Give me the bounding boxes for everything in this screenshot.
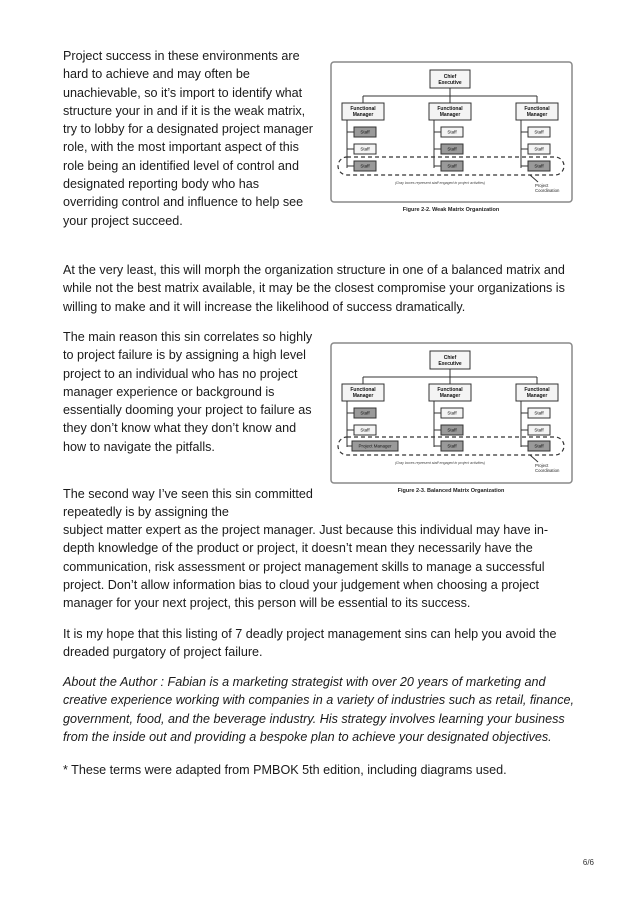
paragraph-hope: It is my hope that this listing of 7 deadly project management sins can help you avoid the dreaded purgatory of project failure. bbox=[63, 627, 557, 660]
paragraph-balanced-matrix: At the very least, this will morph the organization structure in one of a balanced matrix and while not the best matrix available, it may be the closest compromise your organizations is willing to make and it will increase the likelihood of success dramatically. bbox=[63, 263, 565, 314]
diagram-label: Staff bbox=[534, 410, 544, 416]
diagram-label: Staff bbox=[447, 146, 457, 152]
diagram-label: Project Manager bbox=[358, 443, 392, 449]
diagram-label: Staff bbox=[534, 163, 544, 169]
diagram-label: Coordination bbox=[535, 188, 560, 193]
diagram-label: Staff bbox=[447, 410, 457, 416]
diagram-label: Staff bbox=[360, 129, 370, 135]
diagram-label: Manager bbox=[526, 112, 548, 118]
paragraph-main-reason: The main reason this sin correlates so highly to project failure is by assigning a high level project to an individual who has no project manager experience or background is essentially dooming your project to failure as they don’t know what they don’t know and how to navigate the pitfalls. bbox=[63, 330, 313, 454]
diagram-label: Staff bbox=[447, 129, 457, 135]
page-number: 6/6 bbox=[582, 858, 594, 867]
diagram-label: Staff bbox=[534, 146, 544, 152]
diagram-label: Functional bbox=[437, 387, 463, 393]
weak-matrix-note: (Gray boxes represent staff engaged in project activities) bbox=[394, 181, 486, 185]
diagram-label: Functional bbox=[524, 387, 550, 393]
weak-matrix-caption: Figure 2-2. Weak Matrix Organization bbox=[402, 207, 500, 213]
diagram-label: Staff bbox=[534, 443, 544, 449]
diagram-label: Project bbox=[535, 183, 549, 188]
diagram-label: Executive bbox=[438, 361, 462, 367]
diagram-label: Staff bbox=[360, 410, 370, 416]
paragraph-project-success: Project success in these environments are hard to achieve and may often be unachievable, so it’s import to identify what structure your in and if it is the weak matrix, try to lobby for a designated project manager role, with the most important aspect of this role being an identified level of control and designated reporting body who has overriding control and influence to help see your project succeed. bbox=[63, 49, 313, 228]
chief-executive-label-2: Executive bbox=[438, 80, 462, 86]
diagram-label: Functional bbox=[524, 106, 550, 112]
paragraph-footnote: * These terms were adapted from PMBOK 5th edition, including diagrams used. bbox=[63, 763, 507, 777]
diagram-label: Manager bbox=[439, 393, 461, 399]
diagram-label: Chief bbox=[443, 355, 457, 361]
balanced-matrix-diagram bbox=[330, 339, 573, 499]
diagram-label: Staff bbox=[534, 427, 544, 433]
paragraph-second-way-cont: subject matter expert as the project manager. Just because this individual may have in-depth knowledge of the product or project, it doesn’t mean they necessarily have the communication, risk assessment or project management skills to manage a successful project. Don’t allow information bias to cloud your judgement when choosing a project manager for your next project, this person will be essential to its success. bbox=[63, 523, 549, 611]
diagram-label: Staff bbox=[360, 146, 370, 152]
diagram-label: Functional bbox=[350, 387, 376, 393]
diagram-label: Staff bbox=[447, 427, 457, 433]
diagram-label: Manager bbox=[352, 393, 374, 399]
paragraph-second-way-start: The second way I’ve seen this sin committed repeatedly is by assigning the bbox=[63, 487, 313, 520]
balanced-matrix-caption: Figure 2-3. Balanced Matrix Organization bbox=[397, 488, 505, 494]
diagram-label: Staff bbox=[447, 443, 457, 449]
diagram-label: Staff bbox=[360, 163, 370, 169]
diagram-label: Functional bbox=[437, 106, 463, 112]
diagram-label: Coordination bbox=[535, 468, 560, 473]
paragraph-about-author: About the Author : Fabian is a marketing strategist with over 20 years of marketing and creative experience working with companies in a variety of industries such as retail, finance, government, food, and the beverage industry. His strategy involves learning your business from the inside out and providing a bespoke plan to achieve your designated objectives. bbox=[63, 675, 574, 744]
figure-balanced-matrix bbox=[330, 339, 573, 499]
figure-weak-matrix bbox=[330, 58, 573, 218]
chief-executive-label-1: Chief bbox=[443, 74, 457, 80]
balanced-matrix-note: (Gray boxes represent staff engaged in project activities) bbox=[394, 461, 486, 465]
diagram-label: Manager bbox=[439, 112, 461, 118]
diagram-label: Project bbox=[535, 463, 549, 468]
diagram-label: Staff bbox=[360, 427, 370, 433]
weak-matrix-diagram bbox=[330, 58, 573, 218]
diagram-label: Manager bbox=[526, 393, 548, 399]
diagram-label: Staff bbox=[447, 163, 457, 169]
diagram-label: Manager bbox=[352, 112, 374, 118]
diagram-label: Staff bbox=[534, 129, 544, 135]
diagram-label: Functional bbox=[350, 106, 376, 112]
